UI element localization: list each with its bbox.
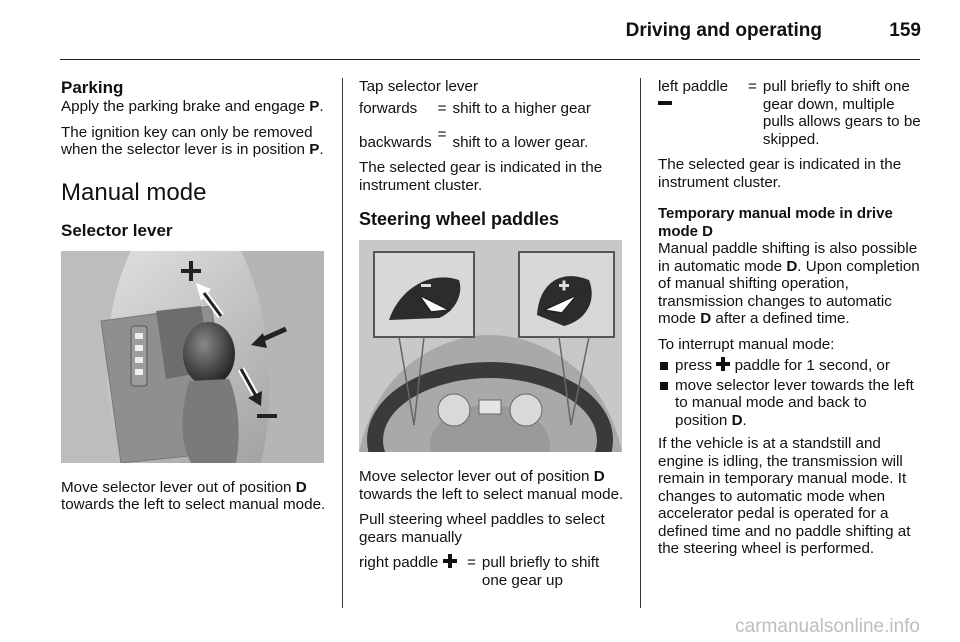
paddles-heading: Steering wheel paddles — [359, 209, 560, 229]
plus-icon — [443, 554, 457, 568]
left-paddle-desc: pull briefly to shift one gear down, multiple pulls allows gears to be skipped. — [762, 78, 921, 148]
right-paddle-term: right paddle — [359, 554, 439, 571]
right-paddle-definition: right paddle = pull briefly to shift one gear up — [359, 554, 624, 589]
page-header — [0, 0, 960, 60]
indicated-text: The selected gear is indicated in the instrument cluster. — [359, 159, 603, 194]
pull-paddles-text: Pull steering wheel paddles to select gears manually — [359, 511, 605, 546]
list-item: press paddle for 1 second, or — [658, 357, 923, 375]
column-3 — [658, 78, 923, 566]
tap-definition-list — [359, 100, 591, 152]
manual-mode-heading: Manual mode — [61, 178, 207, 206]
selector-lever-heading: Selector lever — [61, 220, 173, 240]
list-item: move selector lever towards the left to manual mode and back to position D. — [658, 377, 923, 430]
header-rule — [60, 59, 920, 60]
standstill-text: If the vehicle is at a standstill and engine is idling, the transmission will remain in temporary manual mode. It changes to automatic mode when accelerator pedal is operated for a defined time and no paddle shifting at the steering wheel is performed. — [658, 435, 911, 557]
right-paddle-desc: pull briefly to shift one gear up — [481, 554, 600, 589]
steering-wheel-drawing — [359, 240, 622, 452]
column-divider-2 — [640, 78, 641, 608]
column-1 — [61, 78, 326, 522]
move-selector-text: Move selector lever out of position D towards the left to select manual mode. — [359, 468, 624, 503]
steering-paddles-illustration — [359, 240, 622, 452]
page-number: 159 — [889, 20, 921, 41]
left-paddle-term: left paddle — [658, 78, 729, 95]
tap-intro: Tap selector lever — [359, 78, 479, 95]
watermark: carmanualsonline.info — [735, 616, 920, 637]
column-divider-1 — [342, 78, 343, 608]
bullet-icon — [660, 382, 668, 390]
temporary-manual-heading: Temporary manual mode in drive mode D — [658, 205, 893, 240]
column-2 — [359, 78, 624, 597]
selector-lever-drawing — [61, 251, 324, 463]
interrupt-intro: To interrupt manual mode: — [658, 335, 835, 353]
selector-caption: Move selector lever out of position D towards the left to select manual mode. — [61, 478, 326, 513]
temporary-manual-text: Manual paddle shifting is also possible in automatic mode D. Upon completion of manual shifting operation, transmission changes to automatic mode D after a defined time. — [658, 240, 920, 327]
parking-paragraph-1: Apply the parking brake and engage P. — [61, 98, 324, 115]
running-title: Driving and operating — [625, 20, 822, 41]
bullet-icon — [660, 362, 668, 370]
tap-row-forwards: forwards = shift to a higher gear — [359, 99, 591, 117]
left-paddle-definition: left paddle = pull briefly to shift one gear down, multiple pulls allows gears to be skipped. — [658, 78, 923, 148]
selector-lever-illustration — [61, 251, 324, 463]
plus-icon — [716, 357, 730, 371]
minus-icon — [658, 101, 672, 105]
parking-heading: Parking — [61, 78, 124, 97]
parking-paragraph-2: The ignition key can only be removed when the selector lever is in position P. — [61, 123, 324, 158]
interrupt-list — [658, 357, 923, 429]
tap-row-backwards: backwards = shift to a lower gear. — [359, 125, 589, 151]
indicated-text-2: The selected gear is indicated in the instrument cluster. — [658, 156, 902, 191]
